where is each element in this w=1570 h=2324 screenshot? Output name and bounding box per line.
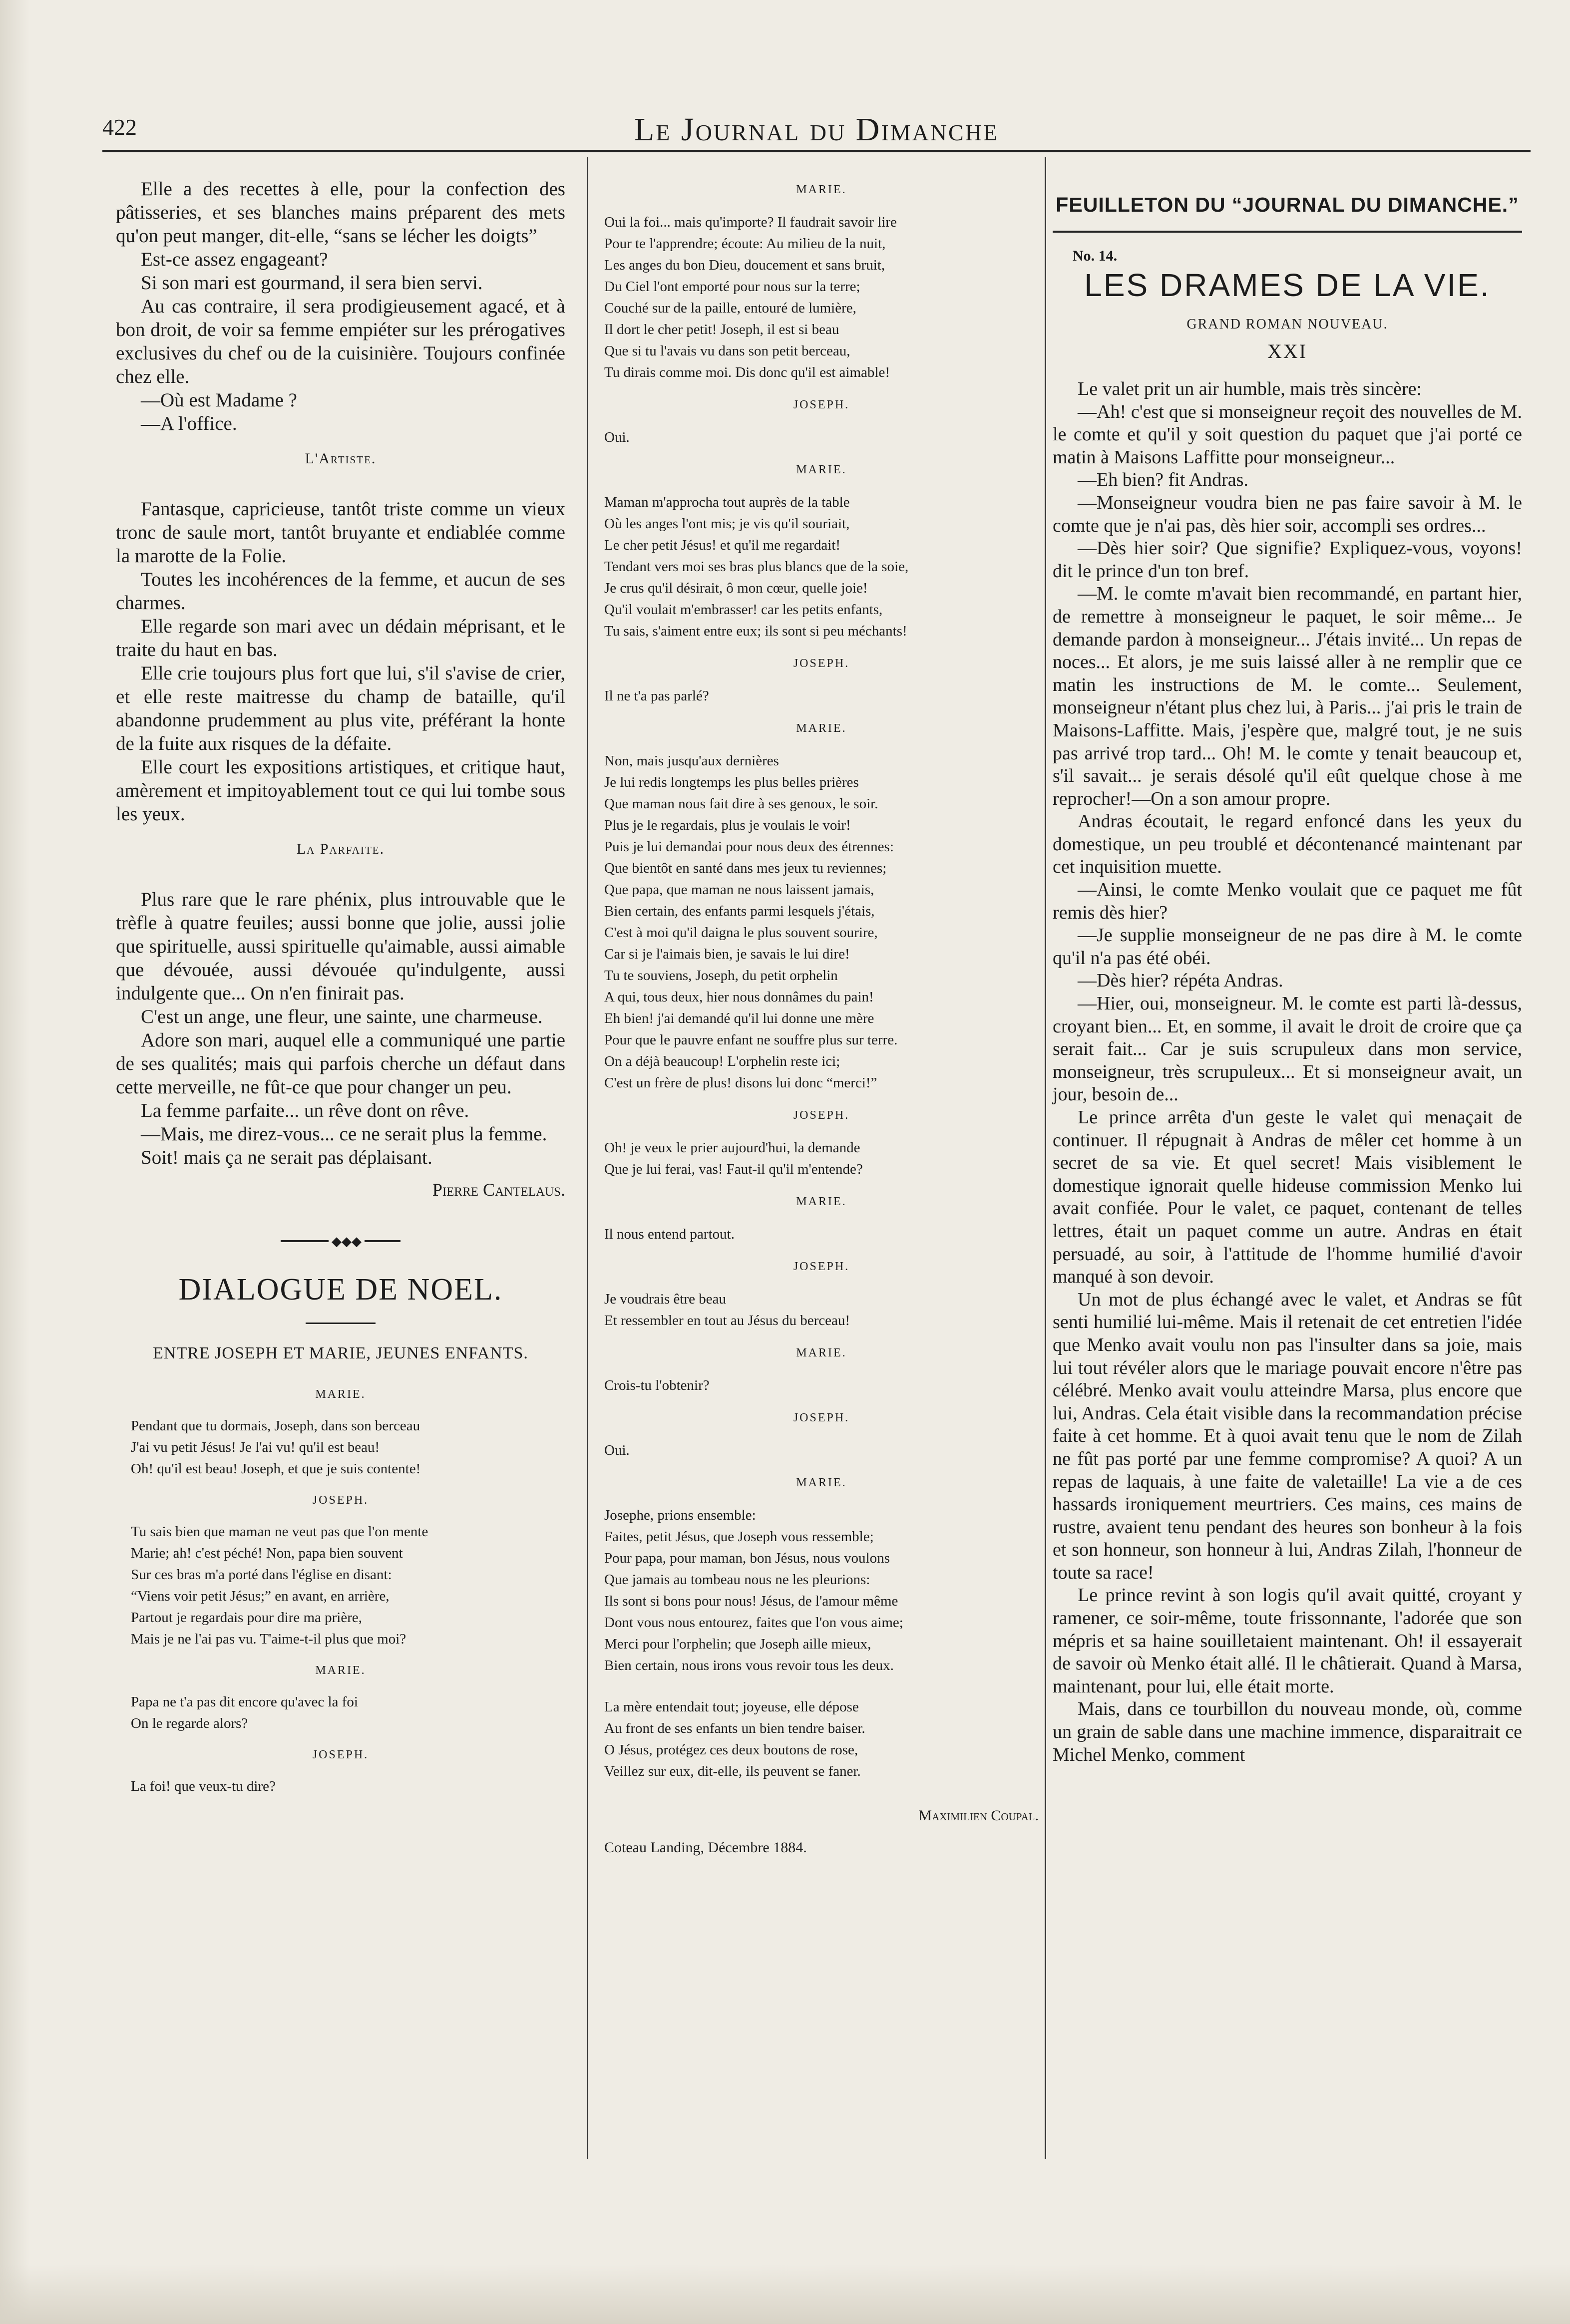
paragraph: Fantasque, capricieuse, tantôt triste comme un vieux tronc de saule mort, tantôt bruyante et endiablée comme la marotte de la Folie. xyxy=(116,498,565,567)
verse-block xyxy=(604,1224,1039,1245)
verse-line: Que jamais au tombeau nous ne les pleurions: xyxy=(604,1572,870,1588)
paragraph: Elle a des recettes à elle, pour la confection des pâtisseries, et ses blanches mains préparent des mets qu'on peut manger, dit-elle, “sans se lécher les doigts” xyxy=(116,178,565,247)
ornament-glyph: ◆◆◆ xyxy=(329,1234,365,1249)
speaker-name: JOSEPH. xyxy=(793,1260,850,1273)
speaker-name: MARIE. xyxy=(796,1195,847,1208)
paragraph: —Hier, oui, monseigneur. M. le comte est parti là-dessus, croyant bien... Et, en somme, il avait le droit de croire que ça serait fait... Car je suis scrupuleux dans mon service, monseigneur, très scrupuleux... Et si monseigneur avait, un jour, besoin de... xyxy=(1053,993,1522,1105)
ornament-line xyxy=(281,1234,400,1249)
verse-line: Je lui redis longtemps les plus belles prières xyxy=(604,774,859,790)
paragraph: Un mot de plus échangé avec le valet, et Andras se fût senti humilié lui-même. Mais il retenait de cet entretien l'idée que Menko avait voulu non pas l'insulter dans sa joie, mais lui tout révéler alors que le mariage pouvait encore n'être pas célébré. Menko avait voulu atteindre Marsa, plus encore que lui, Andras. Cela était visible dans la recommandation précise faite à cet homme. Et à quoi avait tenu que le nom de Zilah ne fût pas porté par une femme compromise? A quoi? A un repas de laquais, à une faite de valetaille! La vie a de ces hassards ironiquement meurtriers. Ces mains, ces mains de rustre, avaient tenu pendant des heures son bonheur à la fois et son honneur, son honneur à lui, Andras Zilah, l'honneur de toute sa race! xyxy=(1053,1289,1522,1583)
page-bottom-shadow xyxy=(0,2264,1570,2324)
paragraph: Est-ce assez engageant? xyxy=(141,249,328,270)
verse-line: Non, mais jusqu'aux dernières xyxy=(604,753,779,769)
speaker-name: JOSEPH. xyxy=(793,1411,850,1424)
column-1 xyxy=(116,177,565,1797)
dialogue-subtitle: ENTRE JOSEPH ET MARIE, JEUNES ENFANTS. xyxy=(153,1344,528,1362)
novel-subtitle: GRAND ROMAN NOUVEAU. xyxy=(1186,317,1388,332)
speaker-name: JOSEPH. xyxy=(312,1748,369,1761)
section-heading-parfaite: La Parfaite. xyxy=(296,841,385,857)
verse-line: Oui. xyxy=(604,1442,630,1458)
verse-block xyxy=(604,492,1039,642)
paragraph: —Dès hier? répéta Andras. xyxy=(1078,970,1283,992)
verse-line: Il ne t'a pas parlé? xyxy=(604,688,709,704)
verse-line: Tu dirais comme moi. Dis donc qu'il est aimable! xyxy=(604,364,890,380)
paragraph: Si son mari est gourmand, il sera bien servi. xyxy=(141,272,483,294)
section-heading-artiste: L'Artiste. xyxy=(305,450,377,467)
verse-line: Ils sont si bons pour nous! Jésus, de l'amour même xyxy=(604,1593,898,1609)
paragraph: —Monseigneur voudra bien ne pas faire savoir à M. le comte que je n'ai pas, dès hier soir, accompli ses ordres... xyxy=(1053,492,1522,536)
verse-line: Mais je ne l'ai pas vu. T'aime-t-il plus que moi? xyxy=(131,1631,406,1647)
verse-block xyxy=(604,1440,1039,1461)
speaker-name: JOSEPH. xyxy=(312,1494,369,1507)
verse-line: Papa ne t'a pas dit encore qu'avec la foi xyxy=(131,1694,358,1710)
author-signature: Maximilien Coupal. xyxy=(918,1807,1039,1824)
paragraph: —Eh bien? fit Andras. xyxy=(1078,469,1248,491)
verse-line: La mère entendait tout; joyeuse, elle dépose xyxy=(604,1699,859,1715)
verse-line: Tu sais bien que maman ne veut pas que l'on mente xyxy=(131,1524,428,1540)
paragraph: C'est un ange, une fleur, une sainte, une charmeuse. xyxy=(141,1006,543,1027)
header-rule xyxy=(102,150,1531,152)
paragraph: —M. le comte m'avait bien recommandé, en partant hier, de remettre à monseigneur le paquet, le soir même... Je demande pardon à monseigneur... J'étais invité... Un repas de noces... Et alors, je me suis laissé aller à ne remplir que ce matin les instructions de M. le comte... Seulement, monseigneur n'étant plus chez lui, à Paris... j'ai pris le train de Maisons-Laffitte. Mais, j'espère que, malgré tout, je ne suis pas arrivé trop tard... Oh! M. le comte y tenait beaucoup et, s'il savait... je serais désolé qu'il eût quelque chose à me reprocher!—On a son amour propre. xyxy=(1053,583,1522,809)
column-divider-2 xyxy=(1045,157,1046,2159)
paragraph: —Où est Madame ? xyxy=(141,389,297,411)
journal-title: Le Journal du Dimanche xyxy=(634,111,999,148)
verse-line: Que bientôt en santé dans mes jeux tu reviennes; xyxy=(604,860,887,876)
paragraph: La femme parfaite... un rêve dont on rêve. xyxy=(141,1100,469,1121)
verse-line: Tu te souviens, Joseph, du petit orphelin xyxy=(604,968,838,984)
verse-line: Merci pour l'orphelin; que Joseph aille mieux, xyxy=(604,1636,871,1652)
paragraph: —Je supplie monseigneur de ne pas dire à M. le comte qu'il n'a pas été obéi. xyxy=(1053,925,1522,969)
verse-line: Pour que le pauvre enfant ne souffre plus sur terre. xyxy=(604,1032,898,1048)
page-edge-shadow xyxy=(0,0,30,2324)
feuilleton-heading: FEUILLETON DU “JOURNAL DU DIMANCHE.” xyxy=(1056,193,1519,216)
verse-block xyxy=(116,1415,565,1480)
speaker-name: MARIE. xyxy=(796,463,847,476)
verse-line: Les anges du bon Dieu, doucement et sans bruit, xyxy=(604,257,885,273)
verse-line: Du Ciel l'ont emporté pour nous sur la terre; xyxy=(604,279,860,295)
verse-block xyxy=(116,1521,565,1650)
verse-line: Sur ces bras m'a porté dans l'église en disant: xyxy=(131,1567,392,1583)
closing-verse xyxy=(604,1696,1039,1782)
verse-block xyxy=(604,427,1039,448)
verse-line: Marie; ah! c'est péché! Non, papa bien souvent xyxy=(131,1545,403,1561)
verse-line: Veillez sur eux, dit-elle, ils peuvent se faner. xyxy=(604,1763,861,1779)
author-signature: Pierre Cantelaus. xyxy=(432,1180,565,1200)
column-2 xyxy=(604,177,1039,1856)
verse-line: Tu sais, s'aiment entre eux; ils sont si peu méchants! xyxy=(604,623,907,639)
verse-line: “Viens voir petit Jésus;” en avant, en arrière, xyxy=(131,1588,390,1604)
paragraph: Le prince revint à son logis qu'il avait quitté, croyant y ramener, ce soir-même, toute frissonnante, l'adorée que son mépris et sa haine souilletaient maintenant. Oh! il essayerait de savoir où Menko était allé. Il le châtierait. Quand à Marsa, maintenant, pour lui, elle était morte. xyxy=(1053,1585,1522,1697)
verse-line: Partout je regardais pour dire ma prière, xyxy=(131,1610,363,1626)
verse-line: Oh! qu'il est beau! Joseph, et que je suis contente! xyxy=(131,1461,421,1477)
verse-block xyxy=(116,1776,565,1797)
page-header xyxy=(102,111,1531,146)
speaker-name: MARIE. xyxy=(796,722,847,735)
chapter-number: XXI xyxy=(1267,340,1308,362)
verse-line: Et ressembler en tout au Jésus du berceau! xyxy=(604,1313,850,1328)
column-3 xyxy=(1053,177,1522,1766)
verse-line: Puis je lui demandai pour nous deux des étrennes: xyxy=(604,839,894,855)
verse-line: Dont vous nous entourez, faites que l'on vous aime; xyxy=(604,1615,903,1631)
verse-line: Qu'il voulait m'embrasser! car les petits enfants, xyxy=(604,602,883,618)
verse-line: Faites, petit Jésus, que Joseph vous ressemble; xyxy=(604,1529,874,1545)
paragraph: Toutes les incohérences de la femme, et aucun de ses charmes. xyxy=(116,569,565,614)
verse-line: On le regarde alors? xyxy=(131,1715,248,1731)
verse-line: On a déjà beaucoup! L'orphelin reste ici; xyxy=(604,1053,840,1069)
verse-line: Pour te l'apprendre; écoute: Au milieu de la nuit, xyxy=(604,236,886,252)
verse-line: Le cher petit Jésus! et qu'il me regardait! xyxy=(604,537,841,553)
verse-block xyxy=(604,212,1039,383)
paragraph: —Ah! c'est que si monseigneur reçoit des nouvelles de M. le comte et qu'il y soit question du paquet que j'ai porté ce matin à Maisons Laffitte pour monseigneur... xyxy=(1053,401,1522,468)
feuilleton-rule xyxy=(1053,231,1522,233)
ornament-divider xyxy=(281,1234,400,1249)
verse-line: Oui. xyxy=(604,429,630,445)
verse-line: C'est un frère de plus! disons lui donc “merci!” xyxy=(604,1075,877,1091)
novel-title: LES DRAMES DE LA VIE. xyxy=(1084,267,1491,303)
column-divider-1 xyxy=(587,157,588,2159)
verse-line: Pendant que tu dormais, Joseph, dans son berceau xyxy=(131,1418,420,1434)
speaker-name: MARIE. xyxy=(315,1664,366,1677)
verse-line: O Jésus, protégez ces deux boutons de rose, xyxy=(604,1742,858,1758)
speaker-name: MARIE. xyxy=(796,1346,847,1359)
verse-block xyxy=(604,1375,1039,1396)
paragraph: Le valet prit un air humble, mais très sincère: xyxy=(1078,378,1422,399)
verse-line: Je crus qu'il désirait, ô mon cœur, quelle joie! xyxy=(604,580,868,596)
paragraph: Soit! mais ça ne serait pas déplaisant. xyxy=(141,1147,432,1168)
verse-line: Que papa, que maman ne nous laissent jamais, xyxy=(604,882,874,898)
verse-block xyxy=(604,1289,1039,1331)
verse-line: J'ai vu petit Jésus! Je l'ai vu! qu'il est beau! xyxy=(131,1439,380,1455)
verse-block xyxy=(604,1137,1039,1180)
verse-line: Bien certain, des enfants parmi lesquels j'étais, xyxy=(604,903,875,919)
paragraph: Elle crie toujours plus fort que lui, s'il s'avise de crier, et elle reste maitresse du champ de bataille, qu'il abandonne prudemment au plus vite, préférant la honte de la fuite aux risques de la défaite. xyxy=(116,663,565,754)
verse-line: Que je lui ferai, vas! Faut-il qu'il m'entende? xyxy=(604,1161,863,1177)
dateline: Coteau Landing, Décembre 1884. xyxy=(604,1839,807,1856)
paragraph: Andras écoutait, le regard enfoncé dans les yeux du domestique, un peu troublé et décontenancé maintenant par cet inquisition muette. xyxy=(1053,811,1522,878)
paragraph: Elle regarde son mari avec un dédain méprisant, et le traite du haut en bas. xyxy=(116,616,565,661)
verse-line: Eh bien! j'ai demandé qu'il lui donne une mère xyxy=(604,1010,874,1026)
verse-block xyxy=(604,750,1039,1094)
paragraph: Plus rare que le rare phénix, plus introuvable que le trèfle à quatre feuiles; aussi bonne que jolie, aussi jolie que spirituelle, aussi spirituelle qu'aimable, aussi aimable que dévouée, aussi dévouée qu'indulgente, aussi indulgente que... On n'en finirait pas. xyxy=(116,889,565,1004)
speaker-name: MARIE. xyxy=(796,183,847,196)
verse-line: Où les anges l'ont mis; je vis qu'il souriait, xyxy=(604,516,850,532)
verse-line: Il nous entend partout. xyxy=(604,1226,735,1242)
paragraph: —A l'office. xyxy=(141,413,237,434)
verse-line: Il dort le cher petit! Joseph, il est si beau xyxy=(604,322,839,337)
verse-line: Je voudrais être beau xyxy=(604,1291,726,1307)
verse-line: Pour papa, pour maman, bon Jésus, nous voulons xyxy=(604,1550,890,1566)
speaker-name: JOSEPH. xyxy=(793,398,850,411)
speaker-name: MARIE. xyxy=(315,1388,366,1401)
verse-block xyxy=(116,1691,565,1734)
verse-line: C'est à moi qu'il daigna le plus souvent sourire, xyxy=(604,925,878,941)
verse-line: Au front de ses enfants un bien tendre baiser. xyxy=(604,1720,865,1736)
verse-line: A qui, tous deux, hier nous donnâmes du pain! xyxy=(604,989,874,1005)
verse-line: Que si tu l'avais vu dans son petit berceau, xyxy=(604,343,850,359)
verse-line: Que maman nous fait dire à ses genoux, le soir. xyxy=(604,796,878,812)
verse-line: Oui la foi... mais qu'importe? Il faudrait savoir lire xyxy=(604,214,897,230)
verse-line: Josephe, prions ensemble: xyxy=(604,1507,756,1523)
verse-line: Crois-tu l'obtenir? xyxy=(604,1377,710,1393)
paragraph: Adore son mari, auquel elle a communiqué une partie de ses qualités; mais qui parfois cherche un défaut dans cette merveille, ne fût-ce que pour changer un peu. xyxy=(116,1029,565,1098)
speaker-name: JOSEPH. xyxy=(793,657,850,670)
title-rule xyxy=(306,1323,376,1324)
verse-line: Couché sur de la paille, entouré de lumière, xyxy=(604,300,856,316)
dialogue-title: DIALOGUE DE NOEL. xyxy=(178,1273,503,1307)
verse-line: La foi! que veux-tu dire? xyxy=(131,1778,276,1794)
paragraph: —Ainsi, le comte Menko voulait que ce paquet me fût remis dès hier? xyxy=(1053,879,1522,923)
installment-number: No. 14. xyxy=(1073,248,1118,264)
verse-block xyxy=(604,1505,1039,1676)
paragraph: Elle court les expositions artistiques, et critique haut, amèrement et impitoyablement tout ce qui lui tombe sous les yeux. xyxy=(116,756,565,825)
verse-line: Plus je le regardais, plus je voulais le voir! xyxy=(604,817,851,833)
novel-text xyxy=(1053,378,1522,1766)
paragraph: Mais, dans ce tourbillon du nouveau monde, où, comme un grain de sable dans une machine immence, disparaitrait ce Michel Menko, comment xyxy=(1053,1698,1522,1765)
speaker-name: JOSEPH. xyxy=(793,1109,850,1122)
verse-line: Tendant vers moi ses bras plus blancs que de la soie, xyxy=(604,559,909,575)
paragraph: Au cas contraire, il sera prodigieusement agacé, et à bon droit, de voir sa femme empiéter sur les prérogatives exclusives du chef ou de la cuisinière. Toujours confinée chez elle. xyxy=(116,296,565,387)
page-number: 422 xyxy=(102,114,137,140)
paragraph: —Dès hier soir? Que signifie? Expliquez-vous, voyons! dit le prince d'un ton bref. xyxy=(1053,538,1522,582)
speaker-name: MARIE. xyxy=(796,1476,847,1489)
verse-line: Oh! je veux le prier aujourd'hui, la demande xyxy=(604,1140,860,1156)
verse-block xyxy=(604,685,1039,707)
verse-line: Bien certain, nous irons vous revoir tous les deux. xyxy=(604,1658,894,1673)
verse-line: Car si je l'aimais bien, je savais le lui dire! xyxy=(604,946,850,962)
paragraph: —Mais, me direz-vous... ce ne serait plus la femme. xyxy=(141,1123,547,1145)
paragraph: Le prince arrêta d'un geste le valet qui menaçait de continuer. Il répugnait à Andras de mêler cet homme à un secret de sa vie. Et quel secret! Mais visiblement le domestique ignorait quelle hideuse commission Menko lui avait confiée. Pour le valet, ce paquet, contenant de telles lettres, était un paquet comme un autre. Andras en était persuadé, au soir, à l'attitude de l'homme humilié d'avoir manqué à son devoir. xyxy=(1053,1107,1522,1288)
verse-line: Maman m'approcha tout auprès de la table xyxy=(604,494,850,510)
